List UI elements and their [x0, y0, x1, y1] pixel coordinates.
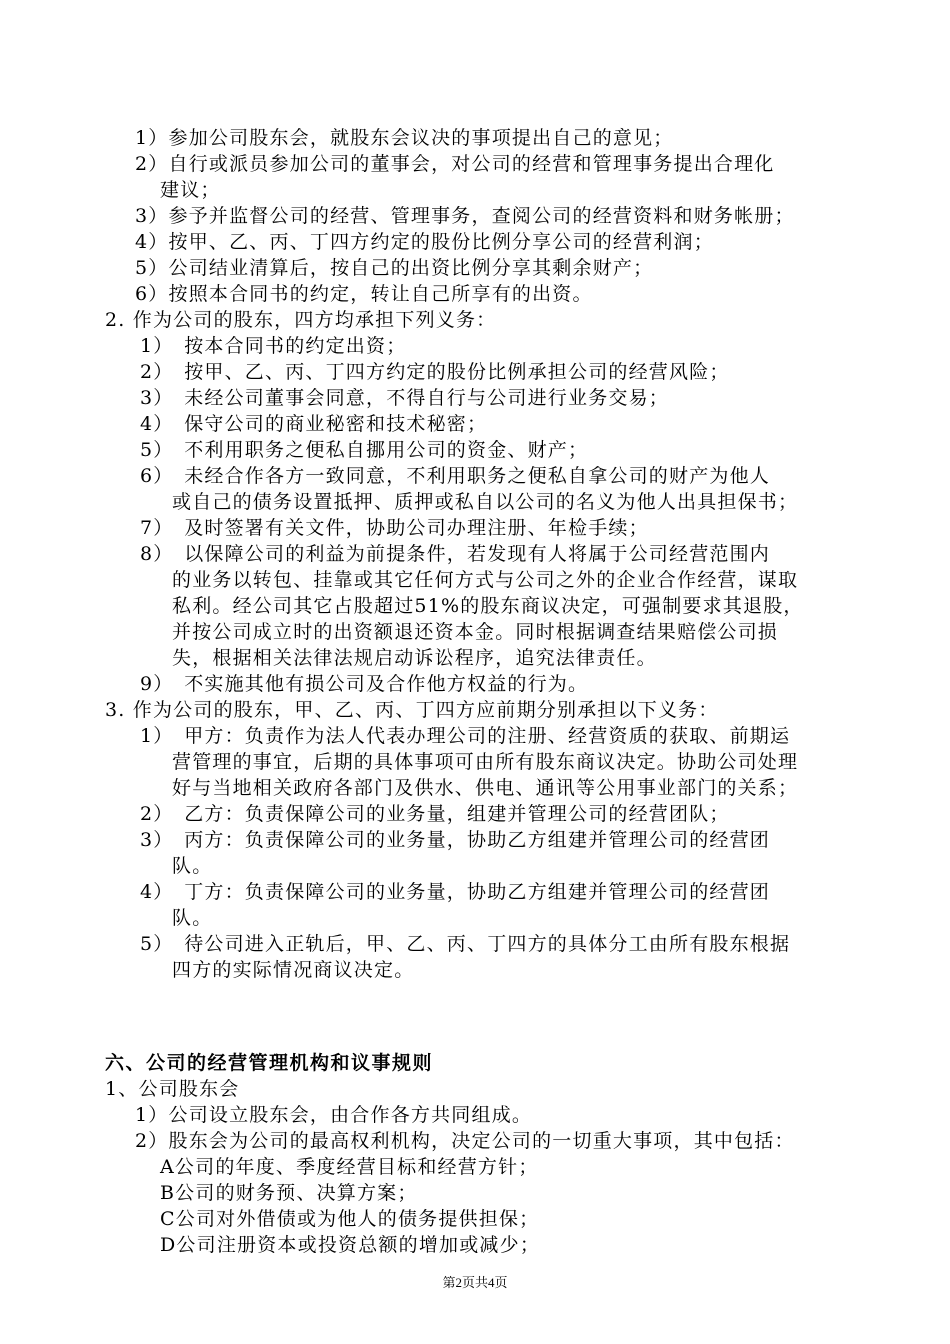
paragraph-line: 好与当地相关政府各部门及供水、供电、通讯等公用事业部门的关系； — [172, 777, 799, 799]
paragraph-line: 2） 按甲、乙、丙、丁四方约定的股份比例承担公司的经营风险； — [140, 361, 730, 383]
paragraph-line: 5） 待公司进入正轨后，甲、乙、丙、丁四方的具体分工由所有股东根据 — [140, 933, 791, 955]
paragraph-line: 6） 未经合作各方一致同意，不利用职务之便私自拿公司的财产为他人 — [140, 465, 770, 487]
paragraph-line: 2） 乙方：负责保障公司的业务量，组建并管理公司的经营团队； — [140, 803, 730, 825]
section-heading-line: 2. 作为公司的股东，四方均承担下列义务： — [105, 309, 497, 331]
paragraph-line: 6）按照本合同书的约定，转让自己所享有的出资。 — [135, 283, 593, 305]
paragraph-line: 私利。经公司其它占股超过51%的股东商议决定，可强制要求其退股， — [172, 595, 804, 617]
paragraph-line: 队。 — [172, 855, 213, 877]
section-heading-line: 3. 作为公司的股东，甲、乙、丙、丁四方应前期分别承担以下义务： — [105, 699, 719, 721]
page-number-footer: 第2页共4页 — [442, 1275, 508, 1290]
chapter-heading: 六、公司的经营管理机构和议事规则 — [105, 1052, 434, 1074]
paragraph-line: 失，根据相关法律法规启动诉讼程序，追究法律责任。 — [172, 647, 657, 669]
paragraph-line: 3） 丙方：负责保障公司的业务量，协助乙方组建并管理公司的经营团 — [140, 829, 770, 851]
paragraph-line: C公司对外借债或为他人的债务提供担保； — [160, 1208, 540, 1230]
paragraph-line: 3）参予并监督公司的经营、管理事务，查阅公司的经营资料和财务帐册； — [135, 205, 795, 227]
paragraph-line: B公司的财务预、决算方案； — [160, 1182, 418, 1204]
paragraph-line: 的业务以转包、挂靠或其它任何方式与公司之外的企业合作经营，谋取 — [172, 569, 799, 591]
paragraph-line: 2）自行或派员参加公司的董事会，对公司的经营和管理事务提出合理化 — [135, 153, 775, 175]
paragraph-line: 9） 不实施其他有损公司及合作他方权益的行为。 — [140, 673, 589, 695]
paragraph-line: D公司注册资本或投资总额的增加或减少； — [160, 1234, 541, 1256]
paragraph-line: 并按公司成立时的出资额退还资本金。同时根据调查结果赔偿公司损 — [172, 621, 779, 643]
paragraph-line: 1） 甲方：负责作为法人代表办理公司的注册、经营资质的获取、前期运 — [140, 725, 791, 747]
paragraph-line: 5）公司结业清算后，按自己的出资比例分享其剩余财产； — [135, 257, 654, 279]
paragraph-line: 3） 未经公司董事会同意，不得自行与公司进行业务交易； — [140, 387, 669, 409]
subsection-heading: 1、公司股东会 — [105, 1078, 240, 1100]
paragraph-line: 7） 及时签署有关文件，协助公司办理注册、年检手续； — [140, 517, 649, 539]
paragraph-line: 建议； — [160, 179, 221, 201]
paragraph-line: 4） 丁方：负责保障公司的业务量，协助乙方组建并管理公司的经营团 — [140, 881, 770, 903]
paragraph-line: 5） 不利用职务之便私自挪用公司的资金、财产； — [140, 439, 589, 461]
paragraph-line: 1）公司设立股东会，由合作各方共同组成。 — [135, 1104, 533, 1126]
paragraph-line: 4） 保守公司的商业秘密和技术秘密； — [140, 413, 488, 435]
paragraph-line: 营管理的事宜，后期的具体事项可由所有股东商议决定。协助公司处理 — [172, 751, 799, 773]
paragraph-line: 四方的实际情况商议决定。 — [172, 959, 415, 981]
paragraph-line: 2）股东会为公司的最高权利机构，决定公司的一切重大事项，其中包括： — [135, 1130, 795, 1152]
paragraph-line: 4）按甲、乙、丙、丁四方约定的股份比例分享公司的经营利润； — [135, 231, 714, 253]
paragraph-line: A公司的年度、季度经营目标和经营方针； — [160, 1156, 539, 1178]
paragraph-line: 队。 — [172, 907, 213, 929]
paragraph-line: 1） 按本合同书的约定出资； — [140, 335, 407, 357]
paragraph-line: 或自己的债务设置抵押、质押或私自以公司的名义为他人出具担保书； — [172, 491, 799, 513]
paragraph-line: 8） 以保障公司的利益为前提条件，若发现有人将属于公司经营范围内 — [140, 543, 770, 565]
paragraph-line: 1）参加公司股东会，就股东会议决的事项提出自己的意见； — [135, 127, 674, 149]
